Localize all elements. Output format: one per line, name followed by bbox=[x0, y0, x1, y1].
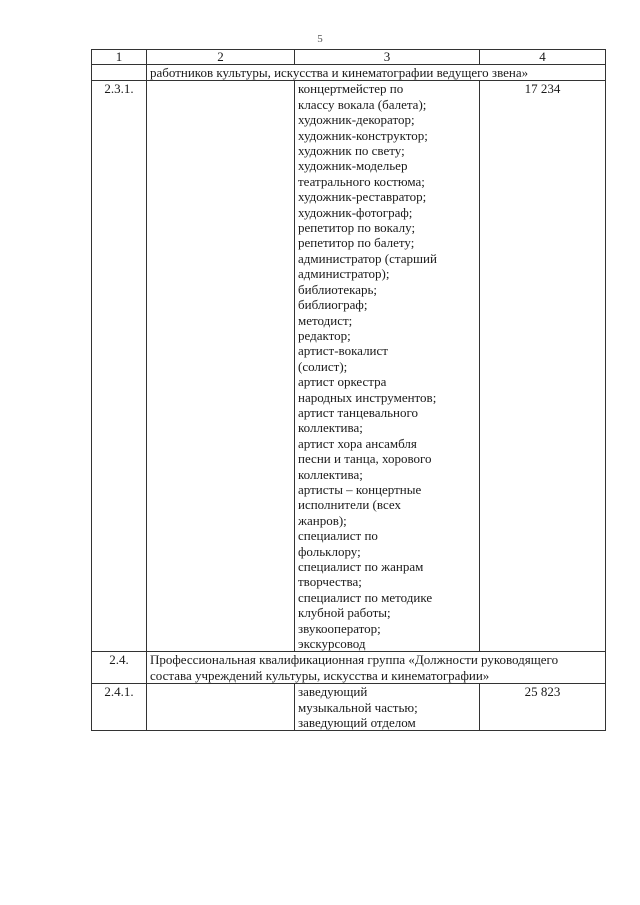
group-continuation-text: работников культуры, искусства и кинематографии ведущего звена» bbox=[147, 65, 606, 81]
row-number: 2.3.1. bbox=[92, 81, 147, 652]
position-item: художник-декоратор; bbox=[298, 112, 415, 128]
position-item: клубной работы; bbox=[298, 605, 391, 621]
position-item: художник-модельер bbox=[298, 158, 408, 174]
position-item: коллектива; bbox=[298, 466, 363, 482]
position-item: администратор); bbox=[298, 266, 390, 282]
position-item: художник-фотограф; bbox=[298, 204, 413, 220]
salary-table bbox=[91, 49, 606, 731]
salary-value: 25 823 bbox=[480, 684, 606, 731]
column-header-3: 3 bbox=[295, 50, 480, 65]
position-item: репетитор по балету; bbox=[298, 235, 415, 251]
empty-cell bbox=[92, 65, 147, 81]
position-item: библиограф; bbox=[298, 297, 368, 313]
table-row-2-3-1 bbox=[92, 81, 606, 652]
position-item: специалист по bbox=[298, 528, 378, 544]
table-header-row bbox=[92, 50, 606, 65]
page-number: 5 bbox=[317, 33, 323, 45]
group-continuation-row bbox=[92, 65, 606, 81]
position-item: артист-вокалист bbox=[298, 343, 388, 359]
group-row-2-4 bbox=[92, 652, 606, 684]
position-item: классу вокала (балета); bbox=[298, 96, 427, 112]
position-item: жанров); bbox=[298, 512, 347, 528]
position-item: артисты – концертные bbox=[298, 481, 422, 497]
position-item: исполнители (всех bbox=[298, 497, 401, 513]
group-title: Профессиональная квалификационная группа «Должности руководящего состава учреждений культуры, искусства и кинематографии» bbox=[147, 652, 606, 684]
qualification-level-cell bbox=[147, 684, 295, 731]
group-number: 2.4. bbox=[92, 652, 147, 684]
position-item: художник по свету; bbox=[298, 143, 405, 159]
position-item: народных инструментов; bbox=[298, 389, 437, 405]
position-item: редактор; bbox=[298, 327, 351, 343]
position-item: песни и танца, хорового bbox=[298, 451, 432, 467]
position-item: артист оркестра bbox=[298, 374, 387, 390]
position-item: коллектива; bbox=[298, 420, 363, 436]
position-item: (солист); bbox=[298, 358, 348, 374]
position-item: заведующий bbox=[298, 684, 368, 700]
positions-cell bbox=[295, 81, 480, 652]
position-item: фольклору; bbox=[298, 543, 361, 559]
position-item: администратор (старший bbox=[298, 250, 437, 266]
position-item: библиотекарь; bbox=[298, 281, 378, 297]
position-item: специалист по методике bbox=[298, 589, 433, 605]
position-item: художник-реставратор; bbox=[298, 189, 427, 205]
position-item: художник-конструктор; bbox=[298, 127, 428, 143]
column-header-4: 4 bbox=[480, 50, 606, 65]
position-item: заведующий отделом bbox=[298, 715, 416, 731]
position-item: творчества; bbox=[298, 574, 362, 590]
column-header-1: 1 bbox=[92, 50, 147, 65]
row-number: 2.4.1. bbox=[92, 684, 147, 731]
position-item: театрального костюма; bbox=[298, 173, 425, 189]
position-item: артист хора ансамбля bbox=[298, 435, 417, 451]
position-item: артист танцевального bbox=[298, 404, 418, 420]
position-item: специалист по жанрам bbox=[298, 559, 424, 574]
position-item: музыкальной частью; bbox=[298, 699, 418, 715]
positions-list bbox=[298, 684, 476, 730]
positions-cell bbox=[295, 684, 480, 731]
position-item: репетитор по вокалу; bbox=[298, 220, 416, 236]
positions-list bbox=[298, 81, 476, 651]
column-header-2: 2 bbox=[147, 50, 295, 65]
table-row-2-4-1 bbox=[92, 684, 606, 731]
position-item: звукооператор; bbox=[298, 620, 381, 636]
salary-value: 17 234 bbox=[480, 81, 606, 652]
position-item: методист; bbox=[298, 312, 353, 328]
position-item: концертмейстер по bbox=[298, 81, 404, 97]
position-item: экскурсовод bbox=[298, 636, 366, 652]
qualification-level-cell bbox=[147, 81, 295, 652]
